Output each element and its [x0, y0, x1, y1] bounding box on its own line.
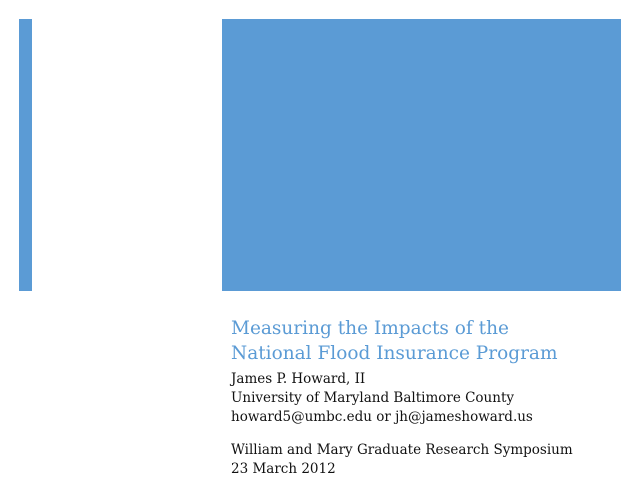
accent-bar — [19, 19, 32, 291]
event-name: William and Mary Graduate Research Symposium — [231, 442, 573, 458]
author-name: James P. Howard, II — [231, 371, 366, 387]
slide-title-line-2: National Flood Insurance Program — [231, 343, 558, 364]
presenter-info — [231, 370, 631, 479]
hero-image-placeholder — [222, 19, 621, 291]
slide-title-line-1: Measuring the Impacts of the — [231, 318, 509, 339]
spacer — [231, 427, 631, 441]
author-email: howard5@umbc.edu or jh@jameshoward.us — [231, 409, 533, 425]
event-date: 23 March 2012 — [231, 461, 336, 477]
author-affiliation: University of Maryland Baltimore County — [231, 390, 514, 406]
slide-title — [231, 316, 631, 366]
